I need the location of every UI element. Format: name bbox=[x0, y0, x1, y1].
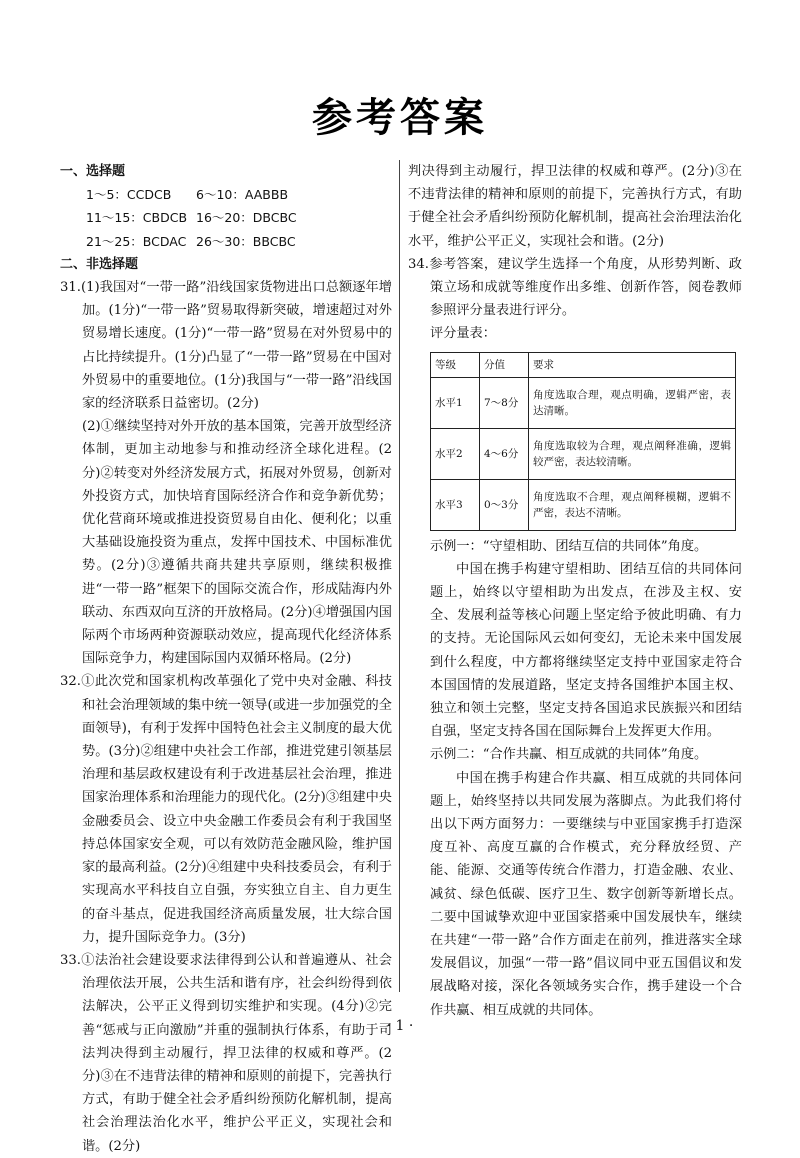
table-header-row bbox=[431, 352, 736, 377]
table-caption: 评分量表： bbox=[430, 326, 496, 342]
section-heading-nonchoice: 二、非选择题 bbox=[60, 256, 139, 272]
q31-part1: 31.(1)我国对“一带一路”沿线国家货物进出口总额逐年增加。(1分)“一带一路”贸易取得新突破，增速超过对外贸易增长速度。(1分)“一带一路”贸易在对外贸易中的占比持续提升。(1分)凸显了“一带一路”贸易在中国对外贸易中的重要地位。(1分)我国与“一带一路”沿线国家的经济联系日益密切。(2分) bbox=[60, 280, 392, 412]
right-column bbox=[408, 160, 742, 1022]
header-requirement: 要求 bbox=[529, 352, 736, 377]
example1-title: 示例一：“守望相助、团结互信的共同体”角度。 bbox=[430, 538, 708, 554]
answer-group: 6～10：AABBB bbox=[196, 187, 289, 203]
q33-continued: 判决得到主动履行，捍卫法律的权威和尊严。(2分)③在不违背法律的精神和原则的前提下，完善执行方式，有助于健全社会矛盾纠纷预防化解机制，提高社会治理法治化水平，维护公平正义，实现社会和谐。(2分) bbox=[408, 164, 742, 249]
cell-level: 水平2 bbox=[431, 428, 480, 479]
example2-body: 中国在携手构建合作共赢、相互成就的共同体问题上，始终坚持以共同发展为落脚点。为此我们将付出以下两方面努力：一要继续与中亚国家携手打造深度互补、高度互赢的合作模式，充分释放经贸、产能、能源、交通等传统合作潜力，打造金融、农业、减贫、绿色低碳、医疗卫生、数字创新等新增长点。二要中国诚挚欢迎中亚国家搭乘中国发展快车，继续在共建“一带一路”合作方面走在前列，推进落实全球发展倡议，加强“一带一路”倡议同中亚五国倡议和发展战略对接，深化各领域务实合作，携手建设一个合作共赢、相互成就的共同体。 bbox=[430, 770, 742, 1018]
answer-group: 11～15：CBDCB bbox=[86, 210, 188, 226]
cell-level: 水平1 bbox=[431, 377, 480, 428]
example2-title: 示例二：“合作共赢、相互成就的共同体”角度。 bbox=[430, 747, 708, 763]
answer-group: 21～25：BCDAC bbox=[86, 233, 187, 249]
header-level: 等级 bbox=[431, 352, 480, 377]
cell-score: 0～3分 bbox=[480, 479, 529, 530]
cell-requirement: 角度选取不合理，观点阐释模糊，逻辑不严密，表达不清晰。 bbox=[529, 479, 736, 530]
cell-level: 水平3 bbox=[431, 479, 480, 530]
column-divider bbox=[399, 160, 400, 992]
page-number: · 1 · bbox=[386, 1018, 414, 1034]
q34-intro: 34.参考答案，建议学生选择一个角度，从形势判断、政策立场和成就等维度作出多维、创新作答，阅卷教师参照评分量表进行评分。 bbox=[408, 256, 742, 319]
table-row bbox=[431, 479, 736, 530]
q32-answer: 32.①此次党和国家机构改革强化了党中央对金融、科技和社会治理领域的集中统一领导(或进一步加强党的全面领导)，有利于发挥中国特色社会主义制度的最大优势。(3分)②组建中央社会工作部，推进党建引领基层治理和基层政权建设有利于改进基层社会治理，推进国家治理体系和治理能力的现代化。(2分)③组建中央金融委员会、设立中央金融工作委员会有利于我国坚持总体国家安全观，可以有效防范金融风险，维护国家的最高利益。(2分)④组建中央科技委员会，有利于实现高水平科技自立自强，夯实独立自主、自力更生的奋斗基点，促进我国经济高质量发展，壮大综合国力，提升国际竞争力。(3分) bbox=[60, 674, 392, 945]
section-heading-choice: 一、选择题 bbox=[60, 164, 126, 179]
scoring-table bbox=[430, 352, 736, 531]
cell-score: 4～6分 bbox=[480, 428, 529, 479]
q33-answer: 33.①法治社会建设要求法律得到公认和普遍遵从、社会治理依法开展，公共生活和谐有序，社会纠纷得到依法解决，公平正义得到切实维护和实现。(4分)②完善“惩戒与正向激励”并重的强制执行体系，有助于司法判决得到主动履行，捍卫法律的权威和尊严。(2分)③在不违背法律的精神和原则的前提下，完善执行方式，有助于健全社会矛盾纠纷预防化解机制，提高社会治理法治化水平，维护公平正义，实现社会和谐。(2分) bbox=[60, 952, 392, 1154]
answer-group: 16～20：DBCBC bbox=[196, 210, 297, 226]
left-column bbox=[60, 160, 392, 1154]
answer-row bbox=[60, 183, 392, 206]
example1-body: 中国在携手构建守望相助、团结互信的共同体问题上，始终以守望相助为出发点，在涉及主权、安全、发展利益等核心问题上坚定给予彼此明确、有力的支持。无论国际风云如何变幻，无论未来中国发展到什么程度，中方都将继续坚定支持中亚国家走符合本国国情的发展道路，坚定支持各国维护本国主权、独立和领土完整，坚定支持各国追求民族振兴和团结自强，坚定支持各国在国际舞台上发挥更大作用。 bbox=[430, 561, 742, 740]
cell-score: 7～8分 bbox=[480, 377, 529, 428]
answer-group: 26～30：BBCBC bbox=[196, 233, 296, 249]
cell-requirement: 角度选取较为合理，观点阐释准确，逻辑较严密，表达较清晰。 bbox=[529, 428, 736, 479]
header-score: 分值 bbox=[480, 352, 529, 377]
cell-requirement: 角度选取合理，观点明确，逻辑严密，表达清晰。 bbox=[529, 377, 736, 428]
answer-row bbox=[60, 206, 392, 229]
answer-group: 1～5：CCDCB bbox=[86, 187, 172, 203]
table-row bbox=[431, 377, 736, 428]
q31-part2: (2)①继续坚持对外开放的基本国策，完善开放型经济体制，更加主动地参与和推动经济全球化进程。(2分)②转变对外经济发展方式，拓展对外贸易，创新对外投资方式，加快培育国际经济合作和竞争新优势；优化营商环境或推进投资贸易自由化、便利化；以重大基础设施投资为重点，发挥中国技术、中国标准优势。(2分)③遵循共商共建共享原则，继续积极推进“一带一路”框架下的国际交流合作，形成陆海内外联动、东西双向互济的开放格局。(2分)④增强国内国际两个市场两种资源联动效应，提高现代化经济体系国际竞争力，构建国际国内双循环格局。(2分) bbox=[82, 419, 392, 667]
table-row bbox=[431, 428, 736, 479]
page-title: 参考答案 bbox=[312, 95, 488, 141]
answer-row bbox=[60, 230, 392, 253]
